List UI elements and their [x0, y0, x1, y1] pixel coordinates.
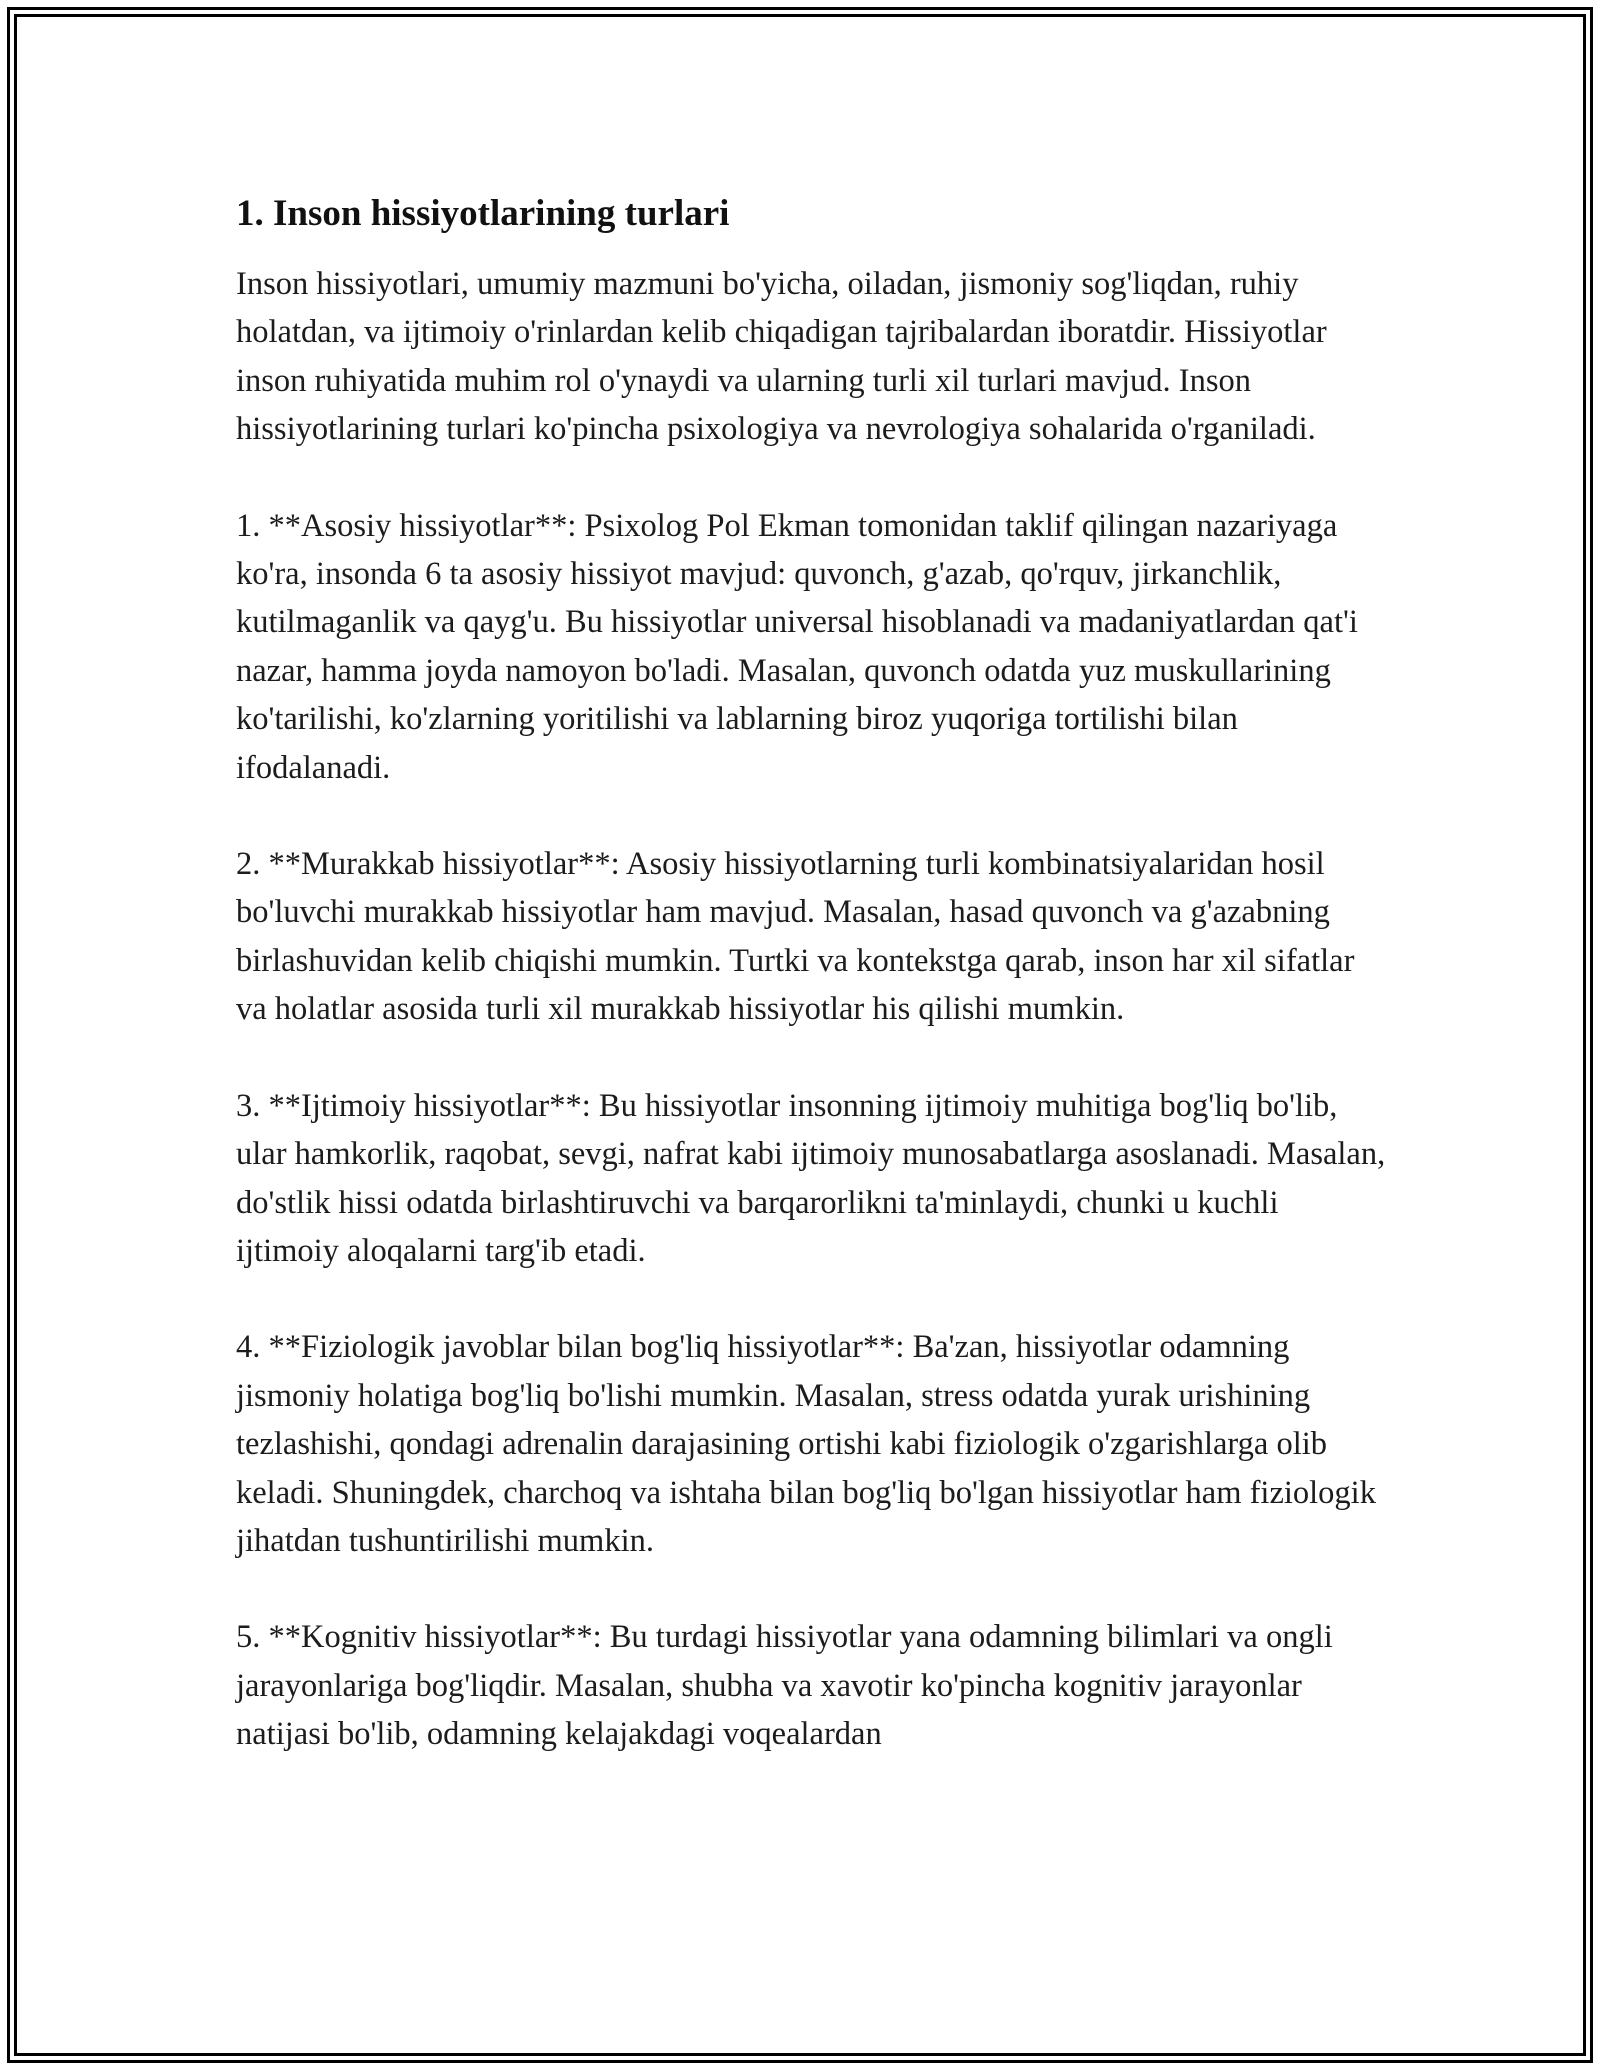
section-heading: 1. Inson hissiyotlarining turlari [236, 193, 730, 234]
paragraph-physiological-emotions: 4. **Fiziologik javoblar bilan bog'liq hissiyotlar**: Ba'zan, hissiyotlar odamning jismoniy holatiga bog'liq bo'lishi mumkin. Masalan, stress odatda yurak urishining tezlashishi, qondagi adrenalin darajasining ortishi kabi fiziologik o'zgarishlarga olib keladi. Shuningdek, charchoq va ishtaha bilan bog'liq bo'lgan hissiyotlar ham fiziologik jihatdan tushuntirilishi mumkin. [236, 1329, 1376, 1559]
paragraph-complex-emotions: 2. **Murakkab hissiyotlar**: Asosiy hissiyotlarning turli kombinatsiyalaridan hosil bo'luvchi murakkab hissiyotlar ham mavjud. Masalan, hasad quvonch va g'azabning birlashuvidan kelib chiqishi mumkin. Turtki va kontekstga qarab, inson har xil sifatlar va holatlar asosida turli xil murakkab hissiyotlar his qilishi mumkin. [236, 846, 1355, 1028]
document-body [236, 188, 1386, 1807]
paragraph-cognitive-emotions: 5. **Kognitiv hissiyotlar**: Bu turdagi hissiyotlar yana odamning bilimlari va ongli jarayonlariga bog'liqdir. Masalan, shubha va xavotir ko'pincha kognitiv jarayonlar natijasi bo'lib, odamning kelajakdagi voqealardan [236, 1619, 1333, 1753]
paragraph-social-emotions: 3. **Ijtimoiy hissiyotlar**: Bu hissiyotlar insonning ijtimoiy muhitiga bog'liq bo'lib, ular hamkorlik, raqobat, sevgi, nafrat kabi ijtimoiy munosabatlarga asoslanadi. Masalan, do'stlik hissi odatda birlashtiruvchi va barqarorlikni ta'minlaydi, chunki u kuchli ijtimoiy aloqalarni targ'ib etadi. [236, 1087, 1386, 1269]
paragraph-basic-emotions: 1. **Asosiy hissiyotlar**: Psixolog Pol Ekman tomonidan taklif qilingan nazariyaga ko'ra, insonda 6 ta asosiy hissiyot mavjud: quvonch, g'azab, qo'rquv, jirkanchlik, kutilmaganlik va qayg'u. Bu hissiyotlar universal hisoblanadi va madaniyatlardan qat'i nazar, hamma joyda namoyon bo'ladi. Masalan, quvonch odatda yuz muskullarining ko'tarilishi, ko'zlarning yoritilishi va lablarning biroz yuqoriga tortilishi bilan ifodalanadi. [236, 507, 1358, 786]
intro-paragraph: Inson hissiyotlari, umumiy mazmuni bo'yicha, oiladan, jismoniy sog'liqdan, ruhiy holatdan, va ijtimoiy o'rinlardan kelib chiqadigan tajribalardan iboratdir. Hissiyotlar inson ruhiyatida muhim rol o'ynaydi va ularning turli xil turlari mavjud. Inson hissiyotlarining turlari ko'pincha psixologiya va nevrologiya sohalarida o'rganiladi. [236, 266, 1327, 448]
